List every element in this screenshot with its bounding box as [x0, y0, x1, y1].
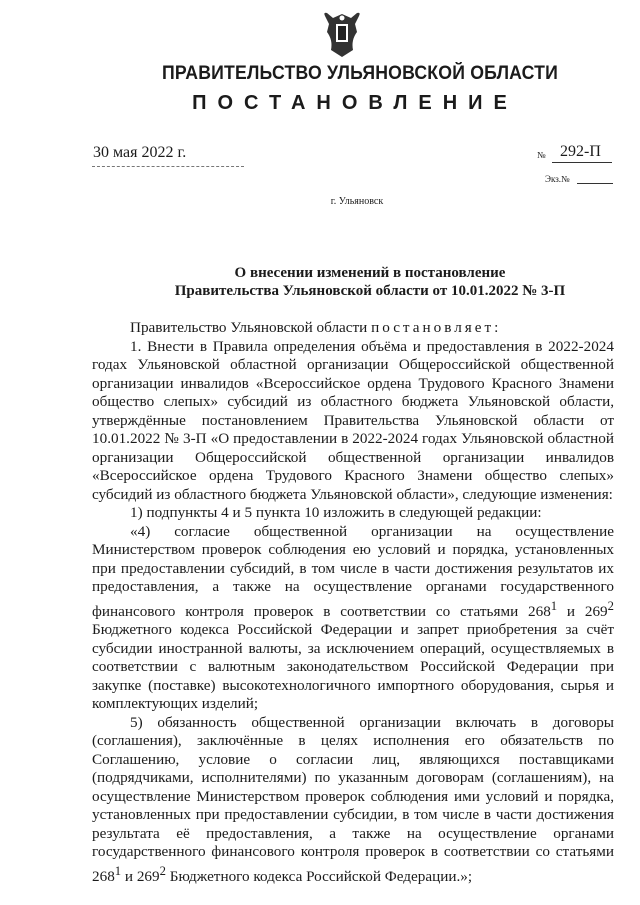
heading-line-2: Правительства Ульяновской области от 10.01.2022 № 3-П [174, 283, 566, 299]
intro-paragraph: Правительство Ульяновской области постановляет: [130, 319, 502, 336]
document-heading [90, 264, 640, 300]
document-type: ПОСТАНОВЛЕНИЕ [192, 92, 518, 114]
paragraph-subitem-1: 1) подпункты 4 и 5 пункта 10 изложить в следующей редакции: [130, 504, 542, 521]
document-date: 30 мая 2022 г. [93, 144, 187, 161]
heading-line-1: О внесении изменений в постановление [234, 265, 506, 281]
date-underline [92, 166, 244, 167]
coat-of-arms-emblem [321, 10, 363, 60]
copy-number-underline [577, 183, 613, 184]
copy-number-label: Экз.№ [545, 174, 570, 184]
document-number: 292-П [560, 143, 601, 160]
organization-title: ПРАВИТЕЛЬСТВО УЛЬЯНОВСКОЙ ОБЛАСТИ [161, 63, 559, 84]
city-of-issue: г. Ульяновск [330, 196, 384, 207]
paragraph-clause-5: 5) обязанность общественной организации включать в договоры (соглашения), заключённые в целях исполнения его обязательств по Соглашению, условие о согласии лиц, являющихся поставщиками (подрядчиками, исполнителями) по указанным договорам (соглашениям), на осуществление Министерством проверок соблюдения ими условий и порядка, установленных при предоставлении субсидии, в том числе в части достижения результата её предоставления, а также на осуществление органами государственного финансового контроля проверок в соответствии со статьями $268^1$ и $269^2$ Бюджетного кодекса Российской Федерации.»; [92, 713, 614, 885]
paragraph-1: 1. Внести в Правила определения объёма и предоставления в 2022-2024 годах Ульяновской областной организации Общероссийской общественной организации инвалидов «Всероссийское ордена Трудового Красного Знамени общество слепых» субсидий из областного бюджета Ульяновской области, утверждённые постановлением Правительства Ульяновской области от 10.01.2022 № 3-П «О предоставлении в 2022-2024 годах Ульяновской областной организации Общероссийской общественной организации инвалидов «Всероссийское ордена Трудового Красного Знамени общество слепых» субсидий из областного бюджета Ульяновской области», следующие изменения: [92, 337, 614, 503]
paragraph-clause-4: «4) согласие общественной организации на осуществление Министерством проверок соблюдения ею условий и порядка, установленных при предоставлении субсидий, в том числе в части достижения результатов их предоставления, а также на осуществление органами государственного финансового контроля проверок в соответствии со статьями $268^1$ и $269^2$ Бюджетного кодекса Российской Федерации и запрет приобретения за счёт субсидии иностранной валюты, за исключением операций, осуществляемых в соответствии с валютным законодательством Российской Федерации при закупке (поставке) высокотехнологичного импортного оборудования, сырья и комплектующих изделий; [92, 522, 614, 713]
resolves-word: постановляет: [371, 319, 502, 336]
number-label: № [537, 150, 546, 160]
number-underline [552, 162, 612, 163]
document-body [92, 319, 614, 886]
